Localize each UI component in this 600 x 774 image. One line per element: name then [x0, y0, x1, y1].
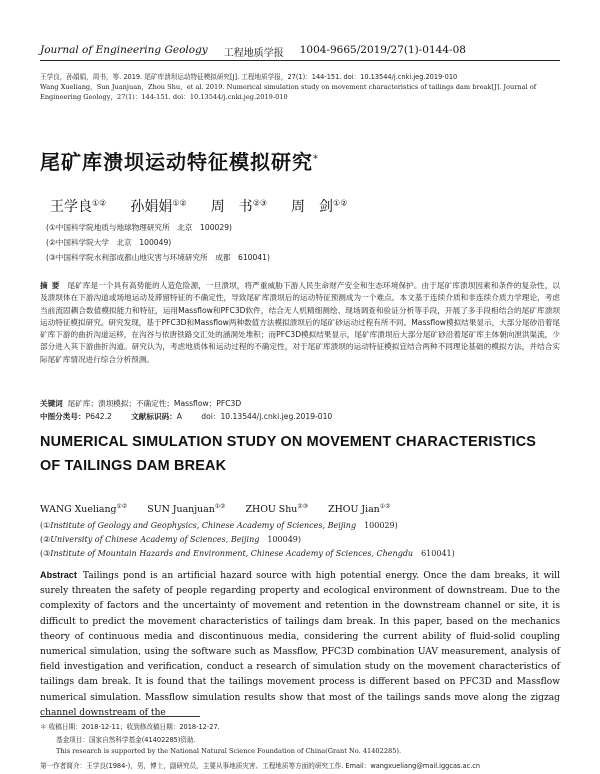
title-cn	[40, 146, 319, 175]
clc-number: P642.2	[85, 412, 112, 421]
running-header	[40, 44, 560, 59]
classification-cn: 中图分类号：P642.2 文献标识码：A doi：10.13544/j.cnki.jeg.2019-010	[40, 412, 333, 421]
issn-code: 1004-9665/2019/27(1)-0144-08	[299, 44, 466, 56]
authors-cn	[50, 196, 347, 216]
affiliation-en: (①Institute of Geology and Geophysics, Chinese Academy of Sciences, Beijing 100029)	[40, 521, 398, 530]
abstract-cn	[40, 280, 560, 366]
citation-block	[40, 72, 560, 102]
footnote-funding-cn: 基金项目：国家自然科学基金(41402285)资助.	[56, 736, 196, 744]
footnote-received: ＊ 收稿日期：2018-12-11；收到修改稿日期：2018-12-27.	[40, 723, 220, 731]
abstract-en-text: Tailings pond is an artificial hazard source with high potential energy. Once the dam breaks, it will surely threaten the safety of people regarding property and ecological environment of downstream. Due to the complexity of factors and the uncertainty of movement and retention in the downstream channel or site, it is difficult to predict the movement characteristics of tailings dam break. In this paper, based on the mechanics theory of continuous media and discontinuous media, considering the current ability of fluid-solid coupling numerical simulation, using the software such as Massflow, PFC3D combination UAV measurement, analysis of field investigation and verification, conduct a research of simulation study on the movement characteristics of tailings dam break. It is found that the tailings movement process is different based on PFC3D and Massflow numerical simulation. Massflow simulation results show that most of the tailings sands move along the zigzag channel downstream of the	[40, 571, 560, 718]
doi: 10.13544/j.cnki.jeg.2019-010	[220, 412, 333, 421]
affiliation-cn: (③中国科学院水利部成都山地灾害与环境研究所 成都 610041)	[46, 253, 270, 262]
header-rule	[40, 60, 560, 61]
affiliation-cn: (①中国科学院地质与地球物理研究所 北京 100029)	[46, 223, 233, 232]
author-en: SUN Juanjuan①②	[147, 503, 226, 516]
affiliation-cn: (②中国科学院大学 北京 100049)	[46, 238, 172, 247]
author-cn: 王学良①②	[50, 198, 107, 215]
citation-en-line1: Wang Xueliang，Sun Juanjuan，Zhou Shu，et al. 2019. Numerical simulation study on movement characteristics of tailings dam break[J]. Journal of	[40, 83, 537, 91]
title-en: NUMERICAL SIMULATION STUDY ON MOVEMENT CHARACTERISTICS OF TAILINGS DAM BREAK	[40, 434, 537, 474]
title-cn-text: 尾矿库溃坝运动特征模拟研究	[40, 150, 313, 174]
author-cn: 周 剑①②	[291, 198, 348, 215]
author-en: ZHOU Shu②③	[245, 503, 309, 516]
author-cn: 孙娟娟①②	[130, 198, 187, 215]
abstract-cn-text: 尾矿库是一个具有高势能的人造危险源，一旦溃坝，将严重威胁下游人民生命财产安全和生态环境保护。由于尾矿库溃坝因素和条件的复杂性，以及溃坝体在下游沟道或场地运动及滞留特征的不确定性，导致尾矿库溃坝后的运动特征预测成为一个难点。本文基于连续介质和非连续介质力学理论，考虑当前流固耦合数值模拟能力和特征，运用Massflow和PFC3D软件，结合无人机精细测绘、现场调查和验证分析等手段，开展了多手段相结合的尾矿库溃坝运动特征模拟研究。研究发现，基于PFC3D和Massflow两种数值方法模拟溃坝后的尾矿砂运动过程有所不同。Massflow模拟结果显示，大部分尾砂沿着尾矿库下游的曲折沟道运移，在沟谷与依唐铁路交汇处的涵洞处堆积；而PFC3D模拟结果显示，尾矿库溃坝后大部分尾矿砂沿着尾矿库主体朝向泄洪渠流，少部分进入其下游曲折沟道。研究认为，考虑地质体和运动过程的不确定性，对于尾矿库溃坝的运动特征模拟宜结合两种不同理论基础的模拟方法，并结合实际尾矿库情况进行综合分析预测。	[40, 281, 561, 364]
document-code: A	[176, 412, 182, 421]
citation-en-line2: Engineering Geology，27(1)：144-151. doi：10.13544/j.cnki.jeg.2019-010	[40, 93, 288, 101]
keywords-cn-text: 尾矿库；溃坝模拟；不确定性；Massflow；PFC3D	[67, 399, 242, 408]
title-footnote-mark: *	[313, 153, 319, 165]
abstract-cn-label: 摘要	[40, 281, 64, 290]
authors-en	[40, 503, 390, 515]
footnote-first-author: 第一作者简介：王学良(1984-)，男，博士，副研究员，主要从事地质灾害、工程地质等方面的研究工作. Email：wangxueliang@mail.iggcas.ac.cn	[40, 762, 481, 770]
citation-cn: 王学良，孙娟娟，周书，等. 2019. 尾矿库溃坝运动特征模拟研究[J]. 工程地质学报，27(1)：144-151. doi：10.13544/j.cnki.jeg.2019-010	[40, 73, 458, 81]
keywords-cn	[40, 398, 241, 409]
journal-name-cn: 工程地质学报	[223, 48, 284, 59]
abstract-en	[40, 568, 560, 721]
footnote-funding-en: This research is supported by the National Natural Science Foundation of China(Grant No. 41402285).	[56, 747, 402, 755]
footnote-rule	[40, 716, 200, 717]
author-en: ZHOU Jian①②	[328, 503, 391, 516]
journal-name-en: Journal of Engineering Geology	[40, 44, 208, 56]
affiliation-en: (②University of Chinese Academy of Sciences, Beijing 100049)	[40, 535, 302, 544]
abstract-en-label: Abstract	[40, 570, 77, 580]
author-en: WANG Xueliang①②	[40, 503, 128, 516]
affiliation-en: (③Institute of Mountain Hazards and Environment, Chinese Academy of Sciences, Chengdu 610041)	[40, 549, 455, 558]
author-cn: 周 书②③	[210, 198, 268, 215]
keywords-cn-label: 关键词	[40, 399, 63, 408]
